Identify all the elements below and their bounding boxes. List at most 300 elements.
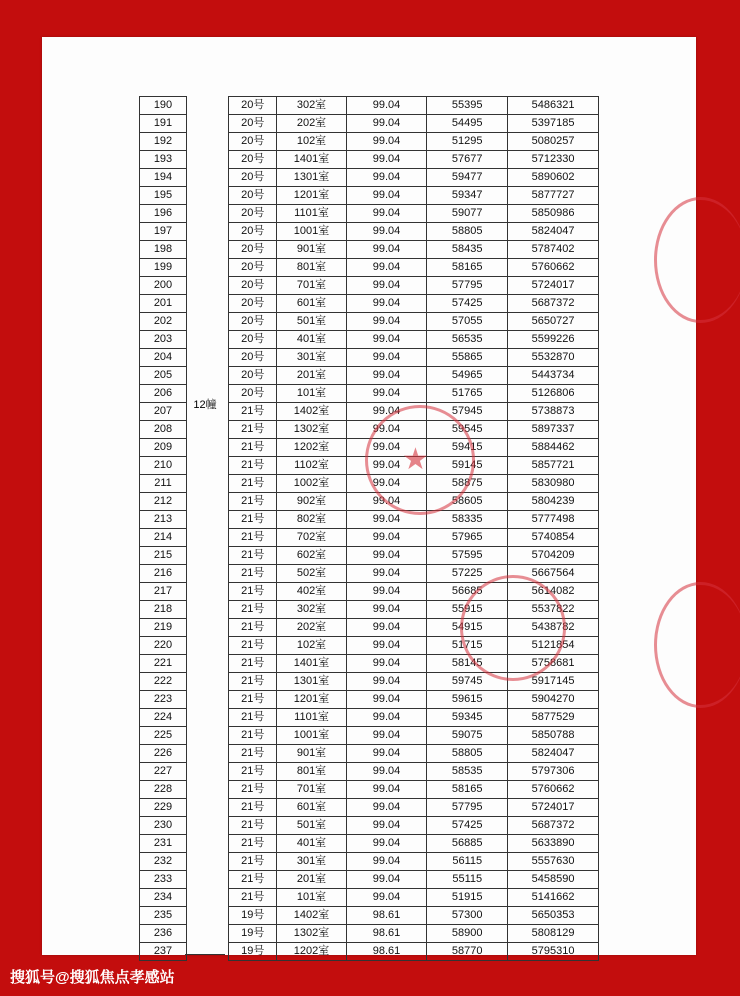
unit-table <box>228 96 599 961</box>
cell-area: 99.04 <box>346 241 427 259</box>
index-row <box>140 169 187 187</box>
cell-price: 56885 <box>427 835 508 853</box>
table-row <box>229 277 599 295</box>
cell-unit: 20号 <box>229 385 277 403</box>
index-row <box>140 799 187 817</box>
cell-area: 98.61 <box>346 943 427 961</box>
cell-total: 5687372 <box>508 295 599 313</box>
table-row <box>229 565 599 583</box>
index-row <box>140 349 187 367</box>
index-row <box>140 871 187 889</box>
cell-room: 401室 <box>277 331 346 349</box>
index-row <box>140 763 187 781</box>
cell-price: 59545 <box>427 421 508 439</box>
index-row <box>140 727 187 745</box>
cell-area: 99.04 <box>346 799 427 817</box>
cell-unit: 21号 <box>229 781 277 799</box>
row-number: 234 <box>140 889 187 907</box>
cell-total: 5080257 <box>508 133 599 151</box>
table-row <box>229 781 599 799</box>
row-number: 193 <box>140 151 187 169</box>
cell-total: 5724017 <box>508 799 599 817</box>
cell-unit: 21号 <box>229 835 277 853</box>
index-row <box>140 637 187 655</box>
cell-unit: 21号 <box>229 439 277 457</box>
row-number: 207 <box>140 403 187 421</box>
cell-total: 5532870 <box>508 349 599 367</box>
row-number: 199 <box>140 259 187 277</box>
cell-room: 901室 <box>277 241 346 259</box>
row-number: 198 <box>140 241 187 259</box>
row-number: 197 <box>140 223 187 241</box>
cell-area: 99.04 <box>346 691 427 709</box>
cell-room: 1002室 <box>277 475 346 493</box>
row-number: 237 <box>140 943 187 961</box>
edge-seal-top <box>654 197 740 323</box>
cell-total: 5808129 <box>508 925 599 943</box>
cell-price: 59415 <box>427 439 508 457</box>
cell-unit: 20号 <box>229 151 277 169</box>
index-row <box>140 115 187 133</box>
cell-area: 99.04 <box>346 277 427 295</box>
row-number: 215 <box>140 547 187 565</box>
cell-room: 1201室 <box>277 691 346 709</box>
cell-area: 99.04 <box>346 601 427 619</box>
row-number: 222 <box>140 673 187 691</box>
cell-area: 99.04 <box>346 331 427 349</box>
row-number: 218 <box>140 601 187 619</box>
cell-area: 99.04 <box>346 115 427 133</box>
cell-area: 99.04 <box>346 835 427 853</box>
document-page <box>42 37 696 955</box>
table-row <box>229 295 599 313</box>
index-row <box>140 943 187 961</box>
cell-unit: 20号 <box>229 295 277 313</box>
cell-total: 5650727 <box>508 313 599 331</box>
index-row <box>140 241 187 259</box>
cell-total: 5917145 <box>508 673 599 691</box>
cell-total: 5486321 <box>508 97 599 115</box>
table-row <box>229 943 599 961</box>
cell-price: 57795 <box>427 277 508 295</box>
index-row <box>140 133 187 151</box>
cell-area: 99.04 <box>346 709 427 727</box>
cell-area: 99.04 <box>346 781 427 799</box>
cell-room: 1401室 <box>277 655 346 673</box>
row-number: 230 <box>140 817 187 835</box>
cell-area: 99.04 <box>346 529 427 547</box>
table-row <box>229 313 599 331</box>
index-row <box>140 277 187 295</box>
cell-total: 5724017 <box>508 277 599 295</box>
cell-area: 99.04 <box>346 475 427 493</box>
index-row <box>140 97 187 115</box>
index-row <box>140 817 187 835</box>
row-number: 208 <box>140 421 187 439</box>
cell-room: 1301室 <box>277 169 346 187</box>
cell-unit: 21号 <box>229 763 277 781</box>
cell-price: 56535 <box>427 331 508 349</box>
cell-total: 5712330 <box>508 151 599 169</box>
cell-price: 51715 <box>427 637 508 655</box>
cell-price: 54495 <box>427 115 508 133</box>
cell-area: 99.04 <box>346 871 427 889</box>
index-row <box>140 385 187 403</box>
cell-room: 701室 <box>277 277 346 295</box>
cell-price: 58805 <box>427 223 508 241</box>
cell-price: 54965 <box>427 367 508 385</box>
cell-room: 201室 <box>277 367 346 385</box>
cell-room: 302室 <box>277 601 346 619</box>
row-number: 210 <box>140 457 187 475</box>
cell-room: 1102室 <box>277 457 346 475</box>
cell-area: 99.04 <box>346 133 427 151</box>
cell-unit: 21号 <box>229 709 277 727</box>
cell-unit: 20号 <box>229 277 277 295</box>
cell-room: 501室 <box>277 313 346 331</box>
cell-price: 59745 <box>427 673 508 691</box>
cell-area: 99.04 <box>346 493 427 511</box>
cell-price: 51295 <box>427 133 508 151</box>
cell-unit: 19号 <box>229 943 277 961</box>
cell-total: 5738873 <box>508 403 599 421</box>
table-row <box>229 547 599 565</box>
cell-room: 501室 <box>277 817 346 835</box>
cell-room: 701室 <box>277 781 346 799</box>
cell-price: 54915 <box>427 619 508 637</box>
edge-seal-bottom <box>654 582 740 708</box>
row-number: 213 <box>140 511 187 529</box>
cell-unit: 21号 <box>229 655 277 673</box>
row-number: 226 <box>140 745 187 763</box>
cell-unit: 21号 <box>229 601 277 619</box>
cell-total: 5760662 <box>508 259 599 277</box>
cell-price: 57795 <box>427 799 508 817</box>
row-number: 236 <box>140 925 187 943</box>
table-row <box>229 889 599 907</box>
cell-area: 99.04 <box>346 97 427 115</box>
cell-price: 58900 <box>427 925 508 943</box>
cell-room: 601室 <box>277 799 346 817</box>
table-row <box>229 385 599 403</box>
table-row <box>229 925 599 943</box>
cell-total: 5824047 <box>508 745 599 763</box>
cell-total: 5126806 <box>508 385 599 403</box>
row-number: 233 <box>140 871 187 889</box>
cell-room: 102室 <box>277 133 346 151</box>
cell-unit: 20号 <box>229 367 277 385</box>
cell-area: 99.04 <box>346 763 427 781</box>
index-row <box>140 709 187 727</box>
cell-unit: 20号 <box>229 187 277 205</box>
table-row <box>229 907 599 925</box>
row-number: 192 <box>140 133 187 151</box>
index-row <box>140 403 187 421</box>
cell-room: 101室 <box>277 889 346 907</box>
index-row <box>140 691 187 709</box>
cell-price: 57055 <box>427 313 508 331</box>
cell-area: 99.04 <box>346 421 427 439</box>
cell-price: 59077 <box>427 205 508 223</box>
cell-price: 57595 <box>427 547 508 565</box>
index-row <box>140 547 187 565</box>
cell-total: 5857721 <box>508 457 599 475</box>
cell-room: 401室 <box>277 835 346 853</box>
cell-area: 99.04 <box>346 205 427 223</box>
cell-room: 1401室 <box>277 151 346 169</box>
cell-room: 801室 <box>277 763 346 781</box>
cell-unit: 21号 <box>229 457 277 475</box>
row-number: 219 <box>140 619 187 637</box>
table-row <box>229 817 599 835</box>
index-row <box>140 529 187 547</box>
cell-total: 5614082 <box>508 583 599 601</box>
cell-room: 1201室 <box>277 187 346 205</box>
cell-total: 5458590 <box>508 871 599 889</box>
company-seal-right <box>460 575 566 681</box>
cell-unit: 21号 <box>229 619 277 637</box>
cell-room: 1101室 <box>277 205 346 223</box>
cell-room: 1202室 <box>277 439 346 457</box>
cell-unit: 20号 <box>229 349 277 367</box>
cell-area: 99.04 <box>346 511 427 529</box>
cell-total: 5557630 <box>508 853 599 871</box>
index-row <box>140 655 187 673</box>
cell-area: 99.04 <box>346 403 427 421</box>
cell-room: 1302室 <box>277 925 346 943</box>
cell-price: 56685 <box>427 583 508 601</box>
row-number: 190 <box>140 97 187 115</box>
cell-room: 1001室 <box>277 223 346 241</box>
cell-total: 5141662 <box>508 889 599 907</box>
cell-price: 58145 <box>427 655 508 673</box>
cell-price: 51915 <box>427 889 508 907</box>
cell-area: 98.61 <box>346 907 427 925</box>
cell-price: 57300 <box>427 907 508 925</box>
cell-total: 5438782 <box>508 619 599 637</box>
cell-unit: 21号 <box>229 475 277 493</box>
cell-area: 99.04 <box>346 187 427 205</box>
cell-price: 59477 <box>427 169 508 187</box>
cell-area: 99.04 <box>346 259 427 277</box>
cell-total: 5850788 <box>508 727 599 745</box>
index-row <box>140 619 187 637</box>
row-number: 227 <box>140 763 187 781</box>
table-row <box>229 727 599 745</box>
table-row <box>229 205 599 223</box>
table-row <box>229 223 599 241</box>
row-number: 204 <box>140 349 187 367</box>
cell-area: 99.04 <box>346 889 427 907</box>
index-row <box>140 205 187 223</box>
cell-area: 99.04 <box>346 727 427 745</box>
row-number: 220 <box>140 637 187 655</box>
table-row <box>229 709 599 727</box>
cell-price: 57225 <box>427 565 508 583</box>
cell-area: 99.04 <box>346 637 427 655</box>
row-number: 235 <box>140 907 187 925</box>
cell-unit: 19号 <box>229 925 277 943</box>
index-row <box>140 673 187 691</box>
cell-total: 5777498 <box>508 511 599 529</box>
cell-unit: 21号 <box>229 817 277 835</box>
cell-price: 58535 <box>427 763 508 781</box>
cell-area: 99.04 <box>346 313 427 331</box>
cell-area: 99.04 <box>346 349 427 367</box>
cell-room: 301室 <box>277 853 346 871</box>
index-row <box>140 151 187 169</box>
price-table <box>139 96 599 957</box>
index-row <box>140 475 187 493</box>
cell-price: 55915 <box>427 601 508 619</box>
table-row <box>229 97 599 115</box>
cell-unit: 21号 <box>229 871 277 889</box>
table-row <box>229 745 599 763</box>
cell-area: 99.04 <box>346 817 427 835</box>
row-number: 196 <box>140 205 187 223</box>
cell-price: 51765 <box>427 385 508 403</box>
row-number: 212 <box>140 493 187 511</box>
table-row <box>229 529 599 547</box>
index-row <box>140 223 187 241</box>
cell-unit: 21号 <box>229 853 277 871</box>
cell-area: 99.04 <box>346 619 427 637</box>
table-row <box>229 241 599 259</box>
index-row <box>140 835 187 853</box>
cell-total: 5795310 <box>508 943 599 961</box>
index-row <box>140 439 187 457</box>
cell-price: 58165 <box>427 259 508 277</box>
cell-area: 99.04 <box>346 673 427 691</box>
cell-price: 56115 <box>427 853 508 871</box>
cell-unit: 20号 <box>229 169 277 187</box>
cell-total: 5121854 <box>508 637 599 655</box>
table-row <box>229 151 599 169</box>
cell-unit: 20号 <box>229 133 277 151</box>
index-row <box>140 457 187 475</box>
index-row <box>140 745 187 763</box>
cell-area: 99.04 <box>346 457 427 475</box>
row-number: 203 <box>140 331 187 349</box>
cell-unit: 20号 <box>229 115 277 133</box>
cell-total: 5877727 <box>508 187 599 205</box>
row-number: 214 <box>140 529 187 547</box>
table-row <box>229 349 599 367</box>
cell-unit: 21号 <box>229 511 277 529</box>
watermark-text: 搜狐号@搜狐焦点孝感站 <box>10 969 175 986</box>
cell-unit: 21号 <box>229 403 277 421</box>
cell-price: 57945 <box>427 403 508 421</box>
cell-room: 402室 <box>277 583 346 601</box>
cell-total: 5877529 <box>508 709 599 727</box>
cell-unit: 20号 <box>229 331 277 349</box>
index-row <box>140 187 187 205</box>
table-row <box>229 367 599 385</box>
table-row <box>229 835 599 853</box>
cell-unit: 20号 <box>229 205 277 223</box>
cell-price: 59145 <box>427 457 508 475</box>
cell-price: 59347 <box>427 187 508 205</box>
cell-unit: 21号 <box>229 673 277 691</box>
table-row <box>229 799 599 817</box>
cell-area: 99.04 <box>346 169 427 187</box>
cell-price: 57677 <box>427 151 508 169</box>
cell-price: 55115 <box>427 871 508 889</box>
cell-total: 5884462 <box>508 439 599 457</box>
cell-price: 58875 <box>427 475 508 493</box>
cell-room: 1202室 <box>277 943 346 961</box>
table-row <box>229 691 599 709</box>
cell-room: 1302室 <box>277 421 346 439</box>
cell-total: 5704209 <box>508 547 599 565</box>
row-number: 200 <box>140 277 187 295</box>
cell-area: 99.04 <box>346 853 427 871</box>
table-row <box>229 115 599 133</box>
cell-room: 101室 <box>277 385 346 403</box>
cell-price: 57425 <box>427 295 508 313</box>
row-number: 202 <box>140 313 187 331</box>
cell-area: 99.04 <box>346 151 427 169</box>
cell-unit: 21号 <box>229 529 277 547</box>
cell-total: 5760662 <box>508 781 599 799</box>
cell-area: 98.61 <box>346 925 427 943</box>
index-row <box>140 259 187 277</box>
cell-price: 59615 <box>427 691 508 709</box>
row-number: 224 <box>140 709 187 727</box>
cell-room: 202室 <box>277 619 346 637</box>
cell-total: 5758681 <box>508 655 599 673</box>
index-row <box>140 601 187 619</box>
cell-total: 5443734 <box>508 367 599 385</box>
cell-room: 802室 <box>277 511 346 529</box>
row-number: 223 <box>140 691 187 709</box>
cell-unit: 21号 <box>229 547 277 565</box>
row-number: 228 <box>140 781 187 799</box>
row-number: 221 <box>140 655 187 673</box>
index-row <box>140 367 187 385</box>
index-row <box>140 907 187 925</box>
cell-area: 99.04 <box>346 583 427 601</box>
index-row <box>140 421 187 439</box>
index-row <box>140 889 187 907</box>
cell-area: 99.04 <box>346 223 427 241</box>
cell-total: 5667564 <box>508 565 599 583</box>
cell-price: 58605 <box>427 493 508 511</box>
cell-unit: 19号 <box>229 907 277 925</box>
table-row <box>229 673 599 691</box>
cell-unit: 21号 <box>229 637 277 655</box>
cell-room: 102室 <box>277 637 346 655</box>
cell-unit: 20号 <box>229 223 277 241</box>
index-row <box>140 493 187 511</box>
cell-total: 5397185 <box>508 115 599 133</box>
table-row <box>229 853 599 871</box>
cell-price: 59075 <box>427 727 508 745</box>
cell-price: 58165 <box>427 781 508 799</box>
cell-price: 58435 <box>427 241 508 259</box>
cell-room: 202室 <box>277 115 346 133</box>
row-number: 191 <box>140 115 187 133</box>
cell-total: 5787402 <box>508 241 599 259</box>
cell-area: 99.04 <box>346 367 427 385</box>
table-row <box>229 763 599 781</box>
cell-total: 5633890 <box>508 835 599 853</box>
cell-unit: 21号 <box>229 889 277 907</box>
index-row <box>140 925 187 943</box>
cell-area: 99.04 <box>346 745 427 763</box>
cell-total: 5797306 <box>508 763 599 781</box>
cell-unit: 21号 <box>229 799 277 817</box>
